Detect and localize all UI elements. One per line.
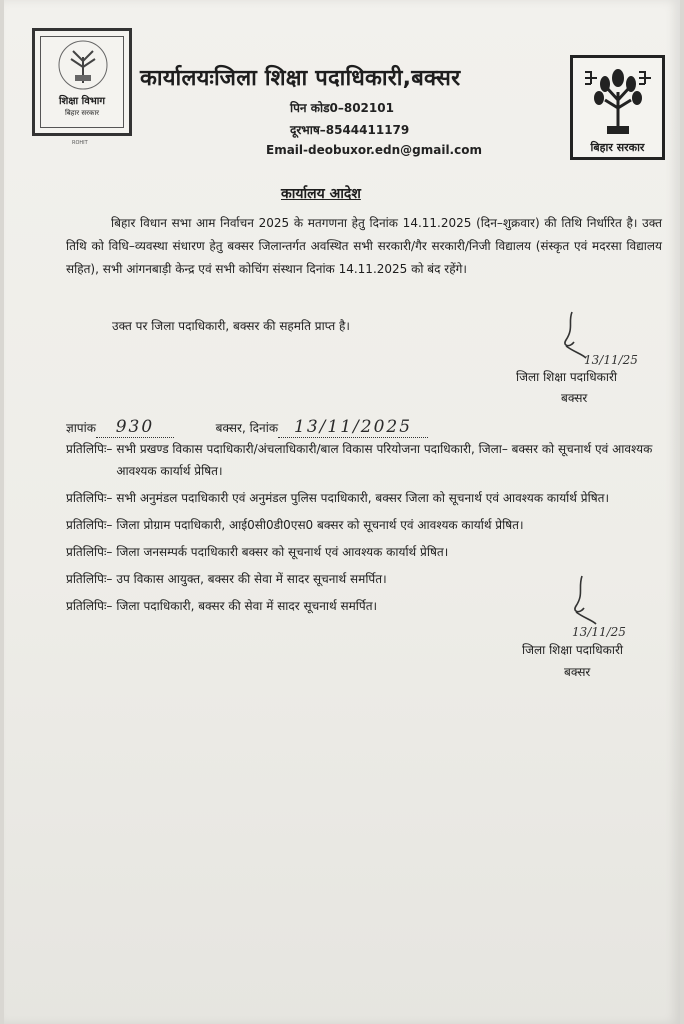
- memo-number-label: ज्ञापांक: [66, 421, 96, 435]
- order-heading: कार्यालय आदेश: [281, 186, 361, 202]
- email-address: Email-deobuxor.edn@gmail.com: [266, 143, 482, 157]
- copy-item: [66, 541, 672, 563]
- bihar-sarkar-label: बिहार सरकार: [590, 141, 645, 154]
- logo-footer-mark: ROHIT: [72, 140, 88, 146]
- copy-text: सभी प्रखण्ड विकास पदाधिकारी/अंचलाधिकारी/बाल विकास परियोजना पदाधिकारी, जिला– बक्सर को सूचनार्थ एवं आवश्यक आवश्यक कार्यार्थ प्रेषित।: [116, 442, 653, 478]
- bodhi-tree-icon: [577, 62, 659, 140]
- signature-1-place: बक्सर: [561, 391, 588, 405]
- office-title: कार्यालयःजिला शिक्षा पदाधिकारी,बक्सर: [140, 66, 461, 91]
- copy-prefix: प्रतिलिपिः–: [66, 518, 113, 532]
- signature-1-designation: जिला शिक्षा पदाधिकारी: [516, 370, 617, 384]
- bihar-government-logo: [570, 55, 665, 160]
- place-date-label: बक्सर, दिनांक: [215, 421, 279, 435]
- pin-code: पिन कोड0–802101: [290, 101, 394, 115]
- signature-2-date: 13/11/25: [572, 625, 626, 639]
- memo-number-row: [66, 417, 428, 438]
- handwritten-signature-1: [544, 306, 638, 376]
- signature-2-designation: जिला शिक्षा पदाधिकारी: [522, 643, 623, 657]
- copy-prefix: प्रतिलिपिः–: [66, 572, 113, 586]
- copy-text: सभी अनुमंडल पदाधिकारी एवं अनुमंडल पुलिस पदाधिकारी, बक्सर जिला को सूचनार्थ एवं आवश्यक कार्यार्थ प्रेषित।: [116, 491, 610, 505]
- order-paragraph-2: उक्त पर जिला पदाधिकारी, बक्सर की सहमति प्राप्त है।: [112, 319, 350, 333]
- copy-text: जिला प्रोग्राम पदाधिकारी, आई0सी0डी0एस0 बक्सर को सूचनार्थ एवं आवश्यक कार्यार्थ प्रेषित।: [116, 518, 524, 532]
- copy-text: जिला पदाधिकारी, बक्सर की सेवा में सादर सूचनार्थ समर्पित।: [116, 599, 378, 613]
- education-department-logo: [32, 28, 132, 136]
- copy-text: जिला जनसम्पर्क पदाधिकारी बक्सर को सूचनार्थ एवं आवश्यक कार्यार्थ प्रेषित।: [116, 545, 449, 559]
- signature-1-date: 13/11/25: [584, 353, 638, 367]
- memo-date-value: 13/11/2025: [294, 417, 413, 437]
- document-page: [4, 0, 680, 1024]
- emblem-icon: [57, 39, 109, 91]
- phone-number: दूरभाष–8544411179: [290, 123, 410, 137]
- government-name: बिहार सरकार: [64, 109, 100, 117]
- handwritten-signature-2: [552, 570, 632, 642]
- copy-item: [66, 514, 672, 536]
- copy-item: [66, 438, 672, 482]
- copy-prefix: प्रतिलिपिः–: [66, 545, 113, 559]
- copy-prefix: प्रतिलिपिः–: [66, 599, 113, 613]
- copy-prefix: प्रतिलिपिः–: [66, 491, 113, 505]
- copy-prefix: प्रतिलिपिः–: [66, 442, 113, 456]
- copy-item: [66, 487, 672, 509]
- signature-2-place: बक्सर: [564, 665, 591, 679]
- memo-number-value: 930: [115, 417, 155, 437]
- department-name: शिक्षा विभाग: [58, 96, 106, 107]
- order-paragraph-1: बिहार विधान सभा आम निर्वाचन 2025 के मतगणना हेतु दिनांक 14.11.2025 (दिन–शुक्रवार) की तिथि निर्धारित है। उक्त तिथि को विधि–व्यवस्था संधारण हेतु बक्सर जिलान्तर्गत अवस्थित सभी सरकारी/गैर सरकारी/निजी विद्यालय (संस्कृत एवं मदरसा विद्यालय सहित), सभी आंगनबाड़ी केन्द्र एवं सभी कोचिंग संस्थान दिनांक 14.11.2025 को बंद रहेंगे।: [66, 216, 662, 276]
- copy-text: उप विकास आयुक्त, बक्सर की सेवा में सादर सूचनार्थ समर्पित।: [116, 572, 387, 586]
